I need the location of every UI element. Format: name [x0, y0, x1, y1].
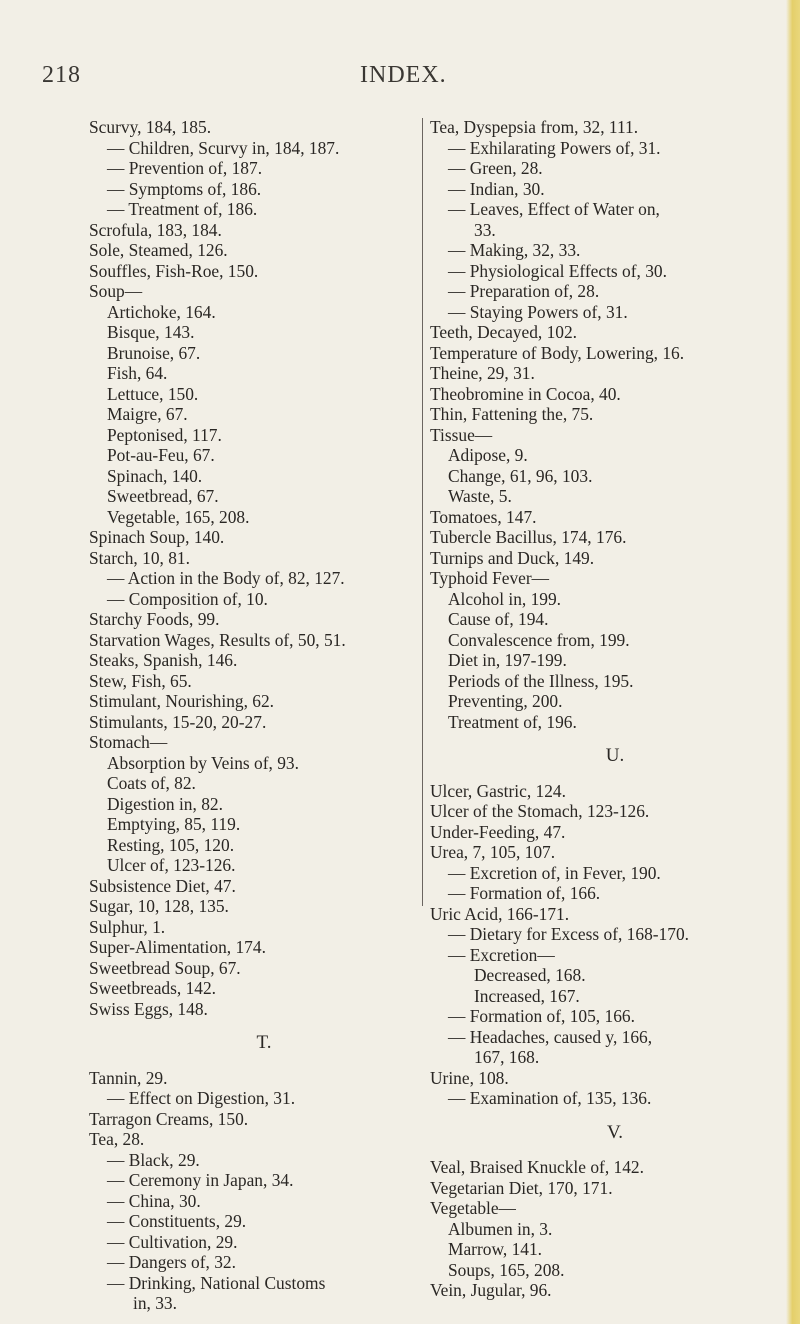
index-subentry: Albumen in, 3. — [448, 1218, 553, 1239]
index-subentry: — Effect on Digestion, 31. — [107, 1088, 296, 1108]
index-subentry: 33. — [474, 219, 496, 240]
index-column-right — [430, 117, 800, 1301]
index-entry: Teeth, Decayed, 102. — [430, 322, 578, 342]
index-entry: Sweetbreads, 142. — [89, 978, 217, 998]
index-entry: Tarragon Creams, 150. — [89, 1108, 249, 1129]
index-subentry: — Examination of, 135, 136. — [448, 1088, 652, 1108]
index-subentry: Alcohol in, 199. — [448, 588, 562, 609]
index-subentry: — Cultivation, 29. — [107, 1231, 238, 1252]
index-entry: Scrofula, 183, 184. — [89, 219, 222, 240]
index-subentry: — Dangers of, 32. — [107, 1252, 236, 1272]
index-subentry: — Leaves, Effect of Water on, — [448, 199, 660, 219]
index-subentry: — Indian, 30. — [448, 178, 545, 199]
index-subentry: — Drinking, National Customs — [107, 1272, 326, 1293]
index-subentry: Change, 61, 96, 103. — [448, 465, 593, 486]
index-subentry: Pot-au-Feu, 67. — [107, 445, 215, 465]
index-subentry: Brunoise, 67. — [107, 342, 201, 363]
index-subentry: — Symptoms of, 186. — [107, 178, 262, 199]
index-subentry: Adipose, 9. — [448, 445, 528, 465]
index-subentry: — Constituents, 29. — [107, 1211, 247, 1231]
index-entry: Starchy Foods, 99. — [89, 609, 220, 629]
index-entry: Stimulant, Nourishing, 62. — [89, 691, 275, 711]
index-subentry: — Children, Scurvy in, 184, 187. — [107, 137, 340, 158]
index-entry: Turnips and Duck, 149. — [430, 547, 595, 568]
index-entry: Souffles, Fish-Roe, 150. — [89, 260, 259, 281]
index-subentry: — Treatment of, 186. — [107, 199, 258, 219]
page-number: 218 — [42, 62, 81, 88]
index-entry: Swiss Eggs, 148. — [89, 998, 208, 1019]
index-entry: Steaks, Spanish, 146. — [89, 650, 238, 670]
index-column-left — [89, 117, 409, 1314]
index-subentry: — Preparation of, 28. — [448, 281, 600, 301]
column-divider — [422, 118, 423, 906]
index-entry: Starvation Wages, Results of, 50, 51. — [89, 629, 346, 650]
index-entry: Tissue— — [430, 424, 493, 445]
index-subentry: in, 33. — [133, 1293, 177, 1313]
index-subentry: Decreased, 168. — [474, 965, 586, 985]
index-entry: Sweetbread Soup, 67. — [89, 957, 241, 978]
index-subentry: — Action in the Body of, 82, 127. — [107, 568, 345, 588]
index-entry: Temperature of Body, Lowering, 16. — [430, 342, 685, 363]
index-entry: Stew, Fish, 65. — [89, 670, 192, 691]
index-entry: Stimulants, 15-20, 20-27. — [89, 711, 267, 732]
index-subentry: Periods of the Illness, 195. — [448, 670, 634, 691]
index-entry: Soup— — [89, 281, 143, 301]
index-subentry: — Physiological Effects of, 30. — [448, 260, 667, 281]
index-subentry: — Formation of, 105, 166. — [448, 1006, 635, 1026]
index-subentry: Soups, 165, 208. — [448, 1259, 565, 1280]
index-subentry: Maigre, 67. — [107, 404, 188, 424]
index-entry: Vegetable— — [430, 1198, 516, 1218]
section-letter: V. — [606, 1121, 624, 1143]
index-entry: Sulphur, 1. — [89, 916, 166, 937]
index-subentry: Fish, 64. — [107, 363, 168, 383]
index-entry: Theine, 29, 31. — [430, 363, 535, 383]
index-entry: Super-Alimentation, 174. — [89, 937, 266, 957]
index-entry: Ulcer, Gastric, 124. — [430, 780, 566, 801]
index-subentry: Digestion in, 82. — [107, 793, 223, 814]
index-subentry: Artichoke, 164. — [107, 301, 216, 322]
index-subentry: Bisque, 143. — [107, 322, 195, 342]
index-subentry: — Staying Powers of, 31. — [448, 301, 628, 322]
index-subentry: — Exhilarating Powers of, 31. — [448, 137, 661, 158]
index-subentry: Increased, 167. — [474, 985, 580, 1006]
index-subentry: — Prevention of, 187. — [107, 158, 263, 178]
index-subentry: — Composition of, 10. — [107, 588, 268, 609]
index-subentry: Cause of, 194. — [448, 609, 549, 629]
index-subentry: — Green, 28. — [448, 158, 543, 178]
index-subentry: Spinach, 140. — [107, 465, 203, 486]
index-subentry: Vegetable, 165, 208. — [107, 506, 250, 527]
index-subentry: Marrow, 141. — [448, 1239, 543, 1259]
index-entry: Thin, Fattening the, 75. — [430, 404, 594, 424]
page-edge — [786, 0, 800, 1324]
index-entry: Under-Feeding, 47. — [430, 821, 566, 842]
index-subentry: Preventing, 200. — [448, 691, 563, 711]
index-subentry: — Dietary for Excess of, 168-170. — [448, 924, 689, 944]
index-subentry: Sweetbread, 67. — [107, 486, 219, 506]
index-subentry: Ulcer of, 123-126. — [107, 855, 236, 875]
index-entry: Starch, 10, 81. — [89, 547, 190, 568]
index-subentry: Peptonised, 117. — [107, 424, 222, 445]
index-entry: Sole, Steamed, 126. — [89, 240, 228, 260]
index-entry: Theobromine in Cocoa, 40. — [430, 383, 621, 404]
index-subentry: Waste, 5. — [448, 486, 512, 506]
index-subentry: Convalescence from, 199. — [448, 629, 630, 650]
index-entry: Typhoid Fever— — [430, 568, 550, 588]
section-letter: U. — [605, 745, 625, 766]
index-entry: Uric Acid, 166-171. — [430, 903, 570, 924]
index-entry: Spinach Soup, 140. — [89, 527, 225, 547]
index-entry: Tomatoes, 147. — [430, 506, 537, 527]
index-entry: Ulcer of the Stomach, 123-126. — [430, 801, 650, 821]
index-entry: Tea, 28. — [89, 1129, 145, 1149]
index-entry: Sugar, 10, 128, 135. — [89, 896, 229, 916]
index-subentry: Coats of, 82. — [107, 773, 196, 793]
index-subentry: Emptying, 85, 119. — [107, 814, 241, 834]
index-entry: Stomach— — [89, 732, 168, 752]
index-entry: Vein, Jugular, 96. — [430, 1280, 552, 1300]
index-subentry: 167, 168. — [474, 1047, 540, 1067]
index-subentry: Resting, 105, 120. — [107, 834, 235, 855]
index-entry: Subsistence Diet, 47. — [89, 875, 236, 896]
index-subentry: — Black, 29. — [107, 1149, 200, 1170]
index-entry: Tea, Dyspepsia from, 32, 111. — [430, 117, 639, 137]
index-entry: Scurvy, 184, 185. — [89, 117, 212, 137]
index-subentry: Diet in, 197-199. — [448, 650, 567, 670]
running-title: INDEX. — [360, 62, 447, 88]
index-subentry: Treatment of, 196. — [448, 711, 577, 732]
index-subentry: — China, 30. — [107, 1190, 201, 1211]
index-subentry: — Making, 32, 33. — [448, 240, 581, 260]
index-subentry: Lettuce, 150. — [107, 383, 199, 404]
index-subentry: — Headaches, caused y, 166, — [448, 1026, 653, 1047]
index-subentry: Absorption by Veins of, 93. — [107, 752, 299, 773]
index-entry: Veal, Braised Knuckle of, 142. — [430, 1157, 644, 1177]
index-entry: Urea, 7, 105, 107. — [430, 842, 556, 862]
index-entry: Tannin, 29. — [89, 1067, 168, 1088]
index-subentry: — Excretion of, in Fever, 190. — [448, 862, 661, 883]
index-entry: Urine, 108. — [430, 1067, 509, 1088]
section-letter: T. — [256, 1032, 272, 1053]
index-subentry: — Ceremony in Japan, 34. — [107, 1170, 294, 1190]
index-entry: Tubercle Bacillus, 174, 176. — [430, 527, 627, 547]
page-header — [0, 62, 800, 92]
index-subentry: — Formation of, 166. — [448, 883, 601, 903]
index-subentry: — Excretion— — [448, 944, 555, 965]
index-entry: Vegetarian Diet, 170, 171. — [430, 1177, 613, 1198]
